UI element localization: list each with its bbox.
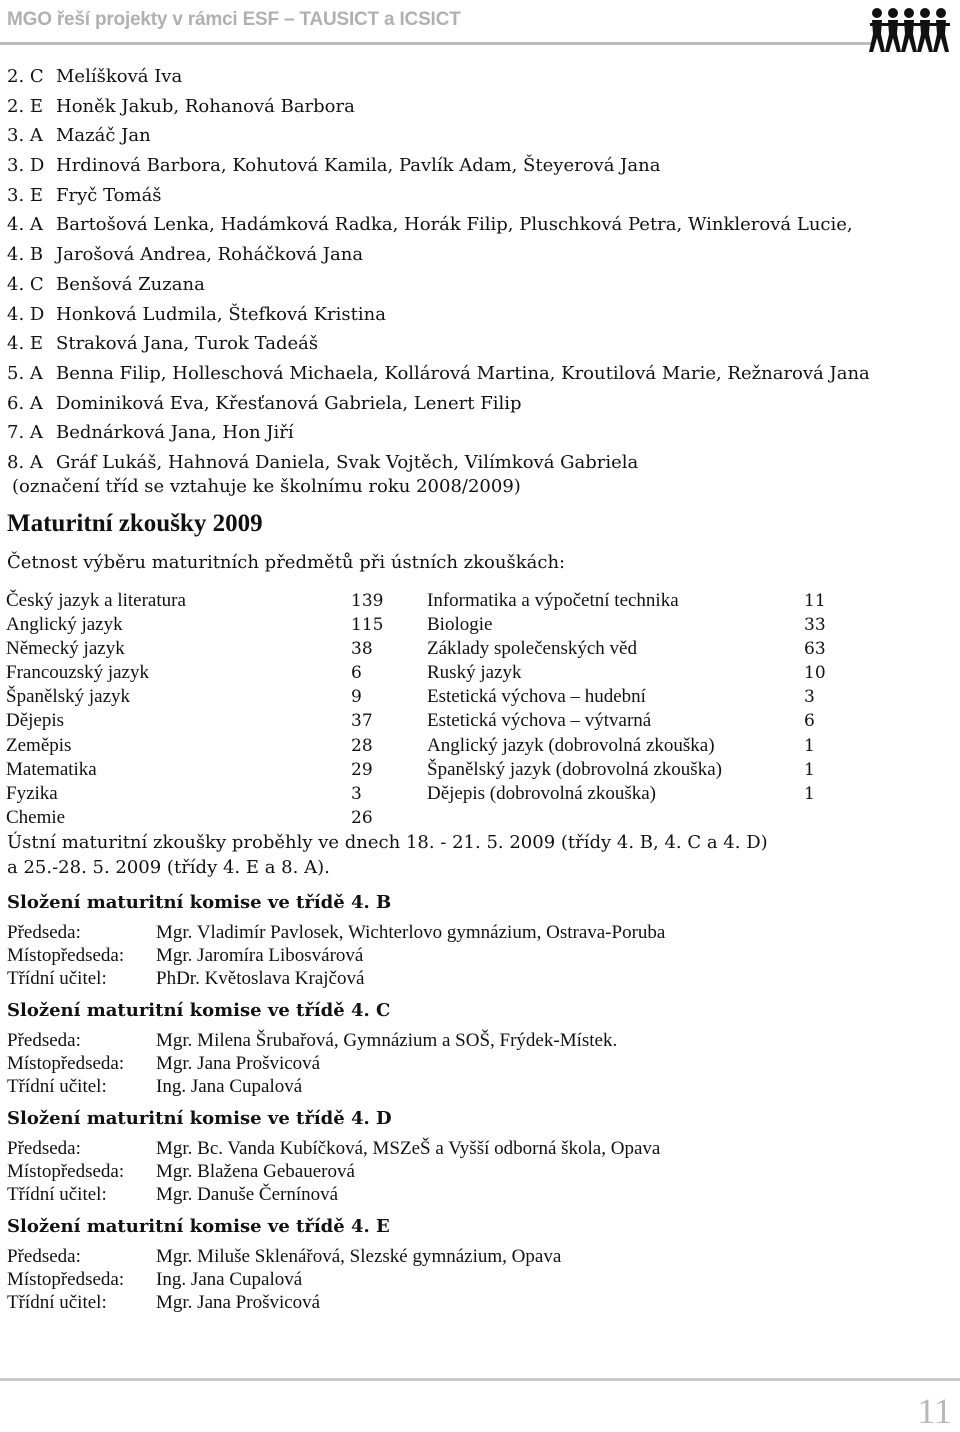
committee-role: Předseda:: [7, 922, 81, 943]
frequency-intro: Četnost výběru maturitních předmětů při ústních zkouškách:: [7, 552, 566, 573]
committee-role: Třídní učitel:: [7, 1292, 107, 1314]
list-item: [7, 270, 947, 300]
school-year-note: (označení tříd se vztahuje ke školnímu roku 2008/2009): [12, 476, 521, 497]
subject-count: 139: [351, 591, 384, 611]
committee-person: Ing. Jana Cupalová: [156, 1076, 303, 1098]
subject-name: Biologie: [427, 614, 493, 636]
committee-row: [7, 1137, 907, 1160]
list-item: [7, 121, 947, 151]
subject-name: Základy společenských věd: [427, 638, 637, 660]
subject-row: [427, 589, 847, 613]
committee-title: Složení maturitní komise ve třídě 4. D: [7, 1108, 392, 1129]
subject-row: [427, 685, 847, 709]
committee-row: [7, 1052, 907, 1075]
subject-name: Informatika a výpočetní technika: [427, 590, 679, 611]
class-code: 3. D: [7, 155, 45, 177]
committee-title: Složení maturitní komise ve třídě 4. E: [7, 1216, 390, 1237]
committee-person: Mgr. Danuše Černínová: [156, 1184, 339, 1206]
subject-name: Dějepis (dobrovolná zkouška): [427, 782, 656, 804]
subject-count: 3: [351, 783, 362, 804]
committee-person: Mgr. Blažena Gebauerová: [156, 1161, 355, 1183]
subject-count: 6: [804, 711, 815, 732]
committee-person: Mgr. Miluše Sklenářová, Slezské gymnázium, Opava: [156, 1246, 562, 1267]
committee-person: Ing. Jana Cupalová: [156, 1269, 303, 1291]
subject-count: 28: [351, 735, 373, 756]
committee-row: [7, 1291, 907, 1314]
committee-person: PhDr. Květoslava Krajčová: [156, 968, 365, 990]
student-names: Benšová Zuzana: [56, 273, 205, 295]
student-names: Mazáč Jan: [56, 125, 151, 147]
committee-row: [7, 1268, 907, 1291]
committee-title: Složení maturitní komise ve třídě 4. B: [7, 892, 392, 913]
list-item: [7, 448, 947, 478]
subject-count: 1: [804, 735, 815, 756]
subject-row: [427, 758, 847, 782]
list-item: [7, 62, 947, 92]
subject-name: Český jazyk a literatura: [6, 590, 186, 611]
class-code: 2. C: [7, 66, 44, 87]
committee-row: [7, 1029, 907, 1052]
class-code: 2. E: [7, 95, 44, 117]
committee-person: Mgr. Bc. Vanda Kubíčková, MSZeŠ a Vyšší odborná škola, Opava: [156, 1138, 661, 1159]
committee-row: [7, 967, 907, 990]
committee-person: Mgr. Milena Šrubařová, Gymnázium a SOŠ, Frýdek-Místek.: [156, 1030, 618, 1051]
committee-role: Místopředseda:: [7, 945, 125, 967]
subject-name: Německý jazyk: [6, 638, 125, 660]
student-names: Honěk Jakub, Rohanová Barbora: [56, 95, 355, 117]
subject-count: 37: [351, 711, 373, 732]
committee-row: [7, 944, 907, 967]
student-names: Honková Ludmila, Štefková Kristina: [56, 303, 386, 325]
class-student-list: [7, 62, 947, 478]
list-item: [7, 300, 947, 330]
subject-row: [6, 758, 406, 782]
committee-role: Místopředseda:: [7, 1053, 125, 1075]
subjects-right-column: [427, 589, 847, 806]
subject-row: [427, 734, 847, 758]
list-item: [7, 418, 947, 448]
list-item: [7, 359, 947, 389]
subject-count: 11: [804, 591, 826, 611]
student-names: Hrdinová Barbora, Kohutová Kamila, Pavlík Adam, Šteyerová Jana: [56, 155, 661, 177]
subject-row: [6, 589, 406, 613]
committee-person: Mgr. Jana Prošvicová: [156, 1292, 321, 1314]
student-names: Dominiková Eva, Křesťanová Gabriela, Lenert Filip: [56, 392, 522, 414]
subject-row: [6, 734, 406, 758]
class-code: 4. E: [7, 333, 44, 355]
committee-role: Místopředseda:: [7, 1161, 125, 1183]
subject-count: 29: [351, 759, 373, 780]
committee-title: Složení maturitní komise ve třídě 4. C: [7, 1000, 391, 1021]
subject-row: [427, 782, 847, 806]
subject-name: Matematika: [6, 758, 97, 780]
subject-row: [427, 661, 847, 685]
subject-count: 33: [804, 615, 826, 636]
subject-row: [6, 637, 406, 661]
class-code: 8. A: [7, 451, 43, 473]
subject-count: 115: [351, 615, 384, 636]
committee-4c: [7, 999, 907, 1099]
student-names: Benna Filip, Holleschová Michaela, Kollárová Martina, Kroutilová Marie, Režnarová Jana: [56, 362, 870, 384]
subject-count: 10: [804, 663, 826, 684]
list-item: [7, 389, 947, 419]
footer-divider: [0, 1378, 960, 1381]
section-title: Maturitní zkoušky 2009: [7, 510, 263, 537]
committee-role: Předseda:: [7, 1030, 81, 1051]
student-names: Bednárková Jana, Hon Jiří: [56, 422, 294, 444]
subject-count: 26: [351, 807, 373, 828]
oral-exams-line: Ústní maturitní zkoušky proběhly ve dnech 18. - 21. 5. 2009 (třídy 4. B, 4. C a 4. D): [7, 832, 768, 853]
subject-name: Fyzika: [6, 782, 58, 804]
student-names: Jarošová Andrea, Roháčková Jana: [56, 244, 364, 266]
subject-row: [427, 613, 847, 637]
subject-name: Španělský jazyk: [6, 686, 131, 708]
student-names: Bartošová Lenka, Hadámková Radka, Horák Filip, Pluschková Petra, Winklerová Lucie,: [56, 214, 853, 236]
oral-exams-line: a 25.-28. 5. 2009 (třídy 4. E a 8. A).: [7, 856, 330, 878]
subject-name: Ruský jazyk: [427, 662, 522, 684]
subject-name: Francouzský jazyk: [6, 662, 149, 684]
list-item: [7, 210, 947, 240]
people-chain-logo-icon: [868, 4, 956, 56]
committee-role: Třídní učitel:: [7, 1184, 107, 1206]
subject-row: [427, 637, 847, 661]
committee-role: Předseda:: [7, 1138, 81, 1159]
committee-person: Mgr. Jana Prošvicová: [156, 1053, 321, 1075]
subject-name: Dějepis: [6, 710, 65, 732]
committee-role: Místopředseda:: [7, 1269, 125, 1291]
committee-row: [7, 921, 907, 944]
subject-count: 38: [351, 639, 373, 660]
committee-row: [7, 1160, 907, 1183]
committee-role: Třídní učitel:: [7, 968, 107, 990]
class-code: 3. E: [7, 184, 44, 206]
student-names: Melíšková Iva: [56, 66, 183, 87]
committee-4d: [7, 1107, 907, 1207]
subject-row: [6, 661, 406, 685]
class-code: 6. A: [7, 392, 43, 414]
student-names: Fryč Tomáš: [56, 184, 162, 206]
subject-row: [6, 709, 406, 733]
subject-count: 6: [351, 663, 362, 684]
subject-name: Španělský jazyk (dobrovolná zkouška): [427, 758, 722, 780]
subject-name: Anglický jazyk: [6, 614, 123, 636]
list-item: [7, 240, 947, 270]
list-item: [7, 151, 947, 181]
page-number: 11: [917, 1391, 952, 1431]
subject-count: 3: [804, 687, 815, 708]
student-names: Gráf Lukáš, Hahnová Daniela, Svak Vojtěch, Vilímková Gabriela: [56, 451, 639, 473]
committee-person: Mgr. Vladimír Pavlosek, Wichterlovo gymnázium, Ostrava-Poruba: [156, 922, 666, 943]
committee-role: Předseda:: [7, 1246, 81, 1267]
subject-row: [6, 685, 406, 709]
oral-exams-paragraph: [7, 831, 807, 880]
subject-name: Estetická výchova – hudební: [427, 686, 646, 708]
subject-count: 63: [804, 639, 826, 660]
committee-role: Třídní učitel:: [7, 1076, 107, 1098]
subject-count: 9: [351, 687, 362, 708]
class-code: 4. B: [7, 244, 44, 266]
subject-name: Chemie: [6, 806, 66, 828]
committee-person: Mgr. Jaromíra Libosvárová: [156, 945, 364, 967]
list-item: [7, 181, 947, 211]
class-code: 4. C: [7, 273, 44, 295]
subject-row: [6, 613, 406, 637]
subject-name: Zeměpis: [6, 734, 72, 756]
subject-row: [6, 782, 406, 806]
class-code: 3. A: [7, 125, 43, 147]
class-code: 5. A: [7, 362, 43, 384]
class-code: 4. D: [7, 303, 45, 325]
committee-row: [7, 1075, 907, 1098]
committee-4b: [7, 891, 907, 991]
list-item: [7, 329, 947, 359]
subject-row: [6, 806, 406, 830]
committee-4e: [7, 1215, 907, 1315]
subject-count: 1: [804, 759, 815, 780]
header-divider: [0, 42, 872, 45]
class-code: 7. A: [7, 422, 43, 444]
page-header-title: MGO řeší projekty v rámci ESF – TAUSICT a ICSICT: [7, 9, 461, 30]
committee-row: [7, 1245, 907, 1268]
list-item: [7, 92, 947, 122]
subject-count: 1: [804, 783, 815, 804]
subject-name: Estetická výchova – výtvarná: [427, 710, 652, 732]
class-code: 4. A: [7, 214, 43, 236]
subjects-left-column: [6, 589, 406, 830]
student-names: Straková Jana, Turok Tadeáš: [56, 333, 319, 355]
committee-row: [7, 1183, 907, 1206]
subject-row: [427, 709, 847, 733]
subject-name: Anglický jazyk (dobrovolná zkouška): [427, 734, 715, 756]
